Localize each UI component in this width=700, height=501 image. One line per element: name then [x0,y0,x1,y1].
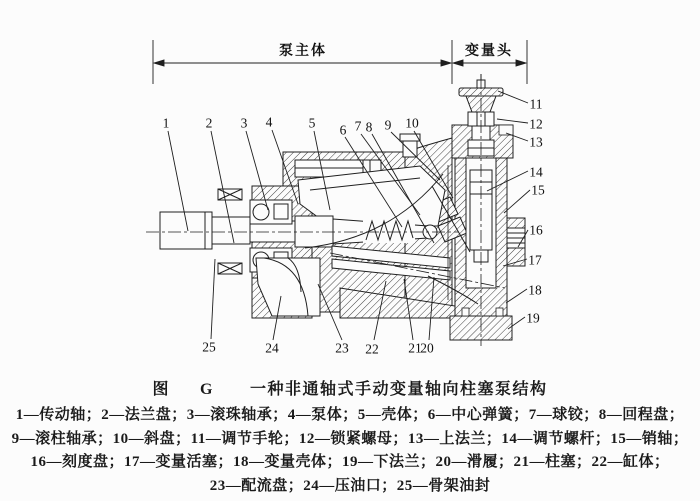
part-number-11: 11 [529,96,543,112]
legend-line: 9—滚柱轴承；10—斜盘；11—调节手轮；12—锁紧螺母；13—上法兰；14—调节螺杆；15—销轴； [11,430,689,447]
figure-prefix: 图 [152,381,171,398]
part-number-12: 12 [529,116,543,132]
part-number-25: 25 [202,339,216,355]
arrowhead-icon [516,60,526,66]
part-number-4: 4 [265,114,273,130]
arrowhead-icon [441,60,451,66]
part-number-17: 17 [528,252,542,268]
part-number-8: 8 [365,119,373,135]
leader-line-18 [506,289,527,303]
part-number-16: 16 [529,222,543,238]
part-number-1: 1 [162,115,170,131]
part-number-20: 20 [420,340,434,356]
part-number-9: 9 [384,117,392,133]
legend-line: 1—传动轴；2—法兰盘；3—滚珠轴承；4—泵体；5—壳体；6—中心弹簧；7—球铰；8—回程盘； [15,407,685,423]
dimension-lines [153,40,527,84]
arrowhead-icon [453,60,463,66]
part-number-23: 23 [335,340,349,356]
legend-line: 16—刻度盘；17—变量活塞；18—变量壳体；19—下法兰；20—滑履；21—柱塞；22—缸体； [30,454,670,470]
part-number-7: 7 [354,118,362,134]
part-number-6: 6 [339,122,347,138]
part-number-24: 24 [265,340,279,356]
figure-caption [0,376,700,498]
dimension-label-pump-body: 泵主体 [279,44,327,59]
part-number-5: 5 [308,115,316,131]
part-number-18: 18 [528,282,542,298]
leader-line-12 [497,119,528,123]
leader-line-11 [498,91,528,103]
legend-line: 23—配流盘；24—压油口；25—骨架油封 [209,477,491,494]
part-number-21: 21 [408,340,422,356]
leader-line-25 [211,259,215,339]
figure-letter: G [200,381,214,398]
leader-line-15 [504,190,530,213]
part-number-22: 22 [365,341,379,357]
part-number-14: 14 [529,164,543,180]
part-number-3: 3 [240,115,248,131]
dimension-label-variable-head: 变量头 [465,44,513,59]
part-number-2: 2 [205,115,213,131]
part-number-13: 13 [529,134,543,150]
arrowhead-icon [154,60,164,66]
figure-title-text: 一种非通轴式手动变量轴向柱塞泵结构 [249,381,548,398]
part-number-15: 15 [531,182,545,198]
figure-title [0,376,700,399]
part-number-19: 19 [526,310,540,326]
part-number-10: 10 [405,115,419,131]
parts-legend [0,404,700,498]
drive-shaft [160,212,212,249]
